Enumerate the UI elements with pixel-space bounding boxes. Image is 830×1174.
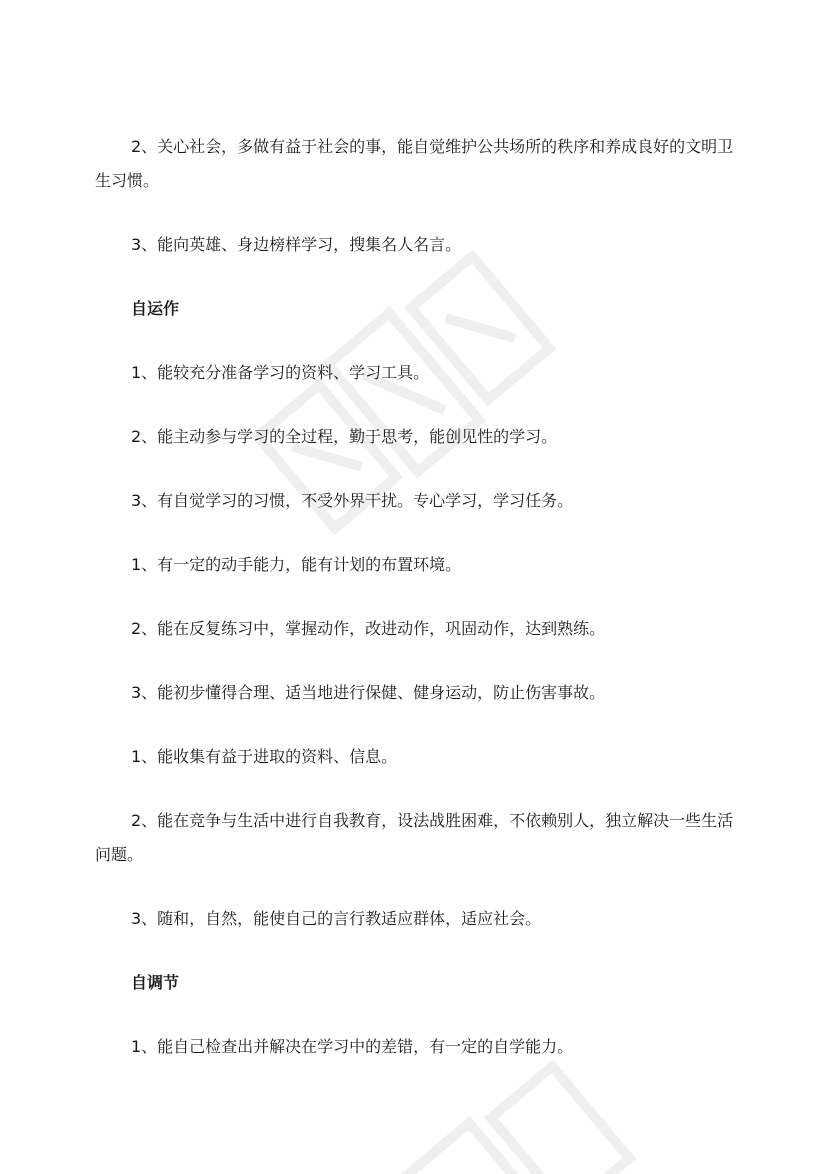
section-heading: 自调节 [131, 973, 180, 992]
paragraph: 1、能较充分准备学习的资料、学习工具。 [131, 363, 430, 382]
paragraph: 2、能在反复练习中，掌握动作，改进动作，巩固动作，达到熟练。 [131, 619, 606, 638]
paragraph: 1、能自己检查出并解决在学习中的差错，有一定的自学能力。 [131, 1037, 574, 1056]
paragraph: 2、能主动参与学习的全过程，勤于思考，能创见性的学习。 [131, 427, 558, 446]
paragraph: 1、有一定的动手能力，能有计划的布置环境。 [131, 555, 462, 574]
paragraph: 1、能收集有益于进取的资料、信息。 [131, 747, 398, 766]
section-heading: 自运作 [131, 299, 180, 318]
paragraph: 3、能初步懂得合理、适当地进行保健、健身运动，防止伤害事故。 [131, 683, 606, 702]
paragraph: 3、随和，自然，能使自己的言行教适应群体，适应社会。 [131, 909, 542, 928]
paragraph: 2、能在竞争与生活中进行自我教育，设法战胜困难，不依赖别人，独立解决一些生活问题。 [95, 811, 734, 864]
paragraph: 3、有自觉学习的习惯，不受外界干扰。专心学习，学习任务。 [131, 491, 574, 510]
paragraph: 3、能向英雄、身边榜样学习，搜集名人名言。 [131, 235, 462, 254]
document-body [95, 130, 735, 1094]
paragraph: 2、关心社会，多做有益于社会的事，能自觉维护公共场所的秩序和养成良好的文明卫生习惯。 [95, 137, 734, 190]
